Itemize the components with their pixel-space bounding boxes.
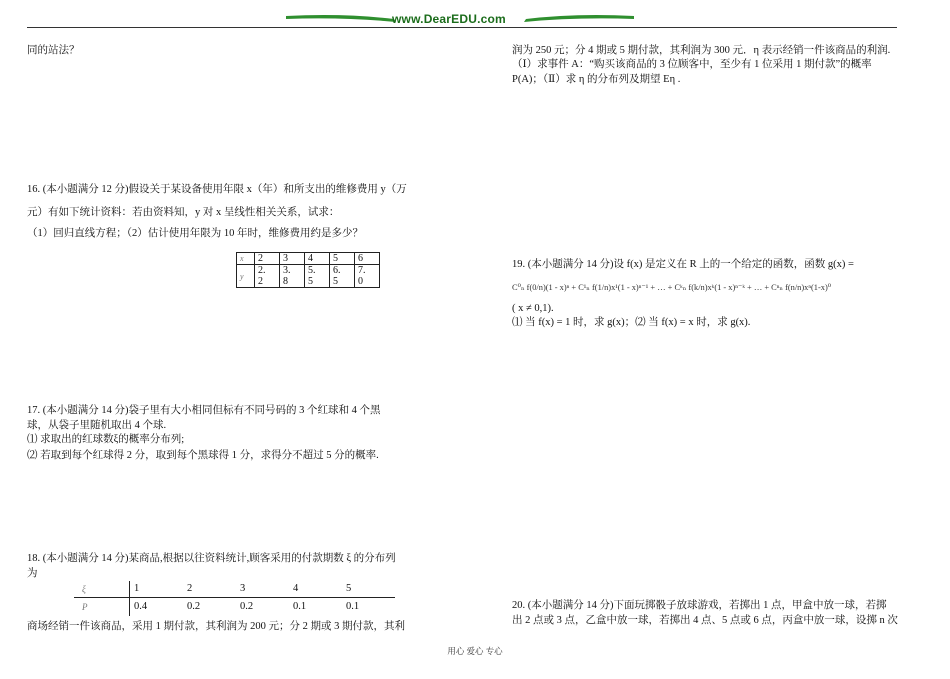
- table-cell: 5: [342, 581, 395, 598]
- table-cell: 2: [255, 253, 280, 265]
- table-cell: 1: [130, 581, 184, 598]
- table-cell: 0.2: [187, 601, 201, 612]
- q20-line-1: 20. (本小题满分 14 分)下面玩掷骰子放球游戏，若掷出 1 点，甲盒中放一球，若掷: [512, 600, 887, 611]
- row-label-x: x: [237, 253, 255, 265]
- q18-distribution-table: [74, 581, 395, 616]
- table-cell: 4: [305, 253, 330, 265]
- q18-cont-line-3: P(A)；（Ⅱ）求 η 的分布列及期望 Eη .: [512, 74, 681, 85]
- table-row: [237, 253, 380, 265]
- q18-line-1: 18. (本小题满分 14 分)某商品,根据以往资料统计,顾客采用的付款期数 ξ 的分布列: [27, 553, 396, 564]
- table-cell: 5. 5: [305, 265, 330, 288]
- table-cell: 2. 2: [255, 265, 280, 288]
- q18-cont-line-1: 润为 250 元；分 4 期或 5 期付款，其利润为 300 元．η 表示经销一件该商品的利润.: [512, 45, 891, 56]
- table-cell: 0.4: [134, 601, 148, 612]
- q16-line-3: （1）回归直线方程；（2）估计使用年限为 10 年时，维修费用约是多少？: [27, 228, 363, 239]
- q17-line-2: 球，从袋子里随机取出 4 个球.: [27, 420, 167, 431]
- table-cell: 0.1: [346, 601, 360, 612]
- row-label-y: y: [237, 265, 255, 288]
- q19-line-3: ( x ≠ 0,1).: [512, 303, 554, 314]
- q17-line-4: ⑵ 若取到每个红球得 2 分，取到每个黑球得 1 分，求得分不超过 5 分的概率.: [27, 450, 379, 461]
- table-row: [237, 265, 380, 288]
- header-site-name[interactable]: www.DearEDU.com: [392, 12, 506, 26]
- q18-cont-line-2: （Ⅰ）求事件 A：“购买该商品的 3 位顾客中，至少有 1 位采用 1 期付款”的概率: [512, 59, 872, 70]
- table-row: [74, 581, 395, 598]
- q18-line-3: 商场经销一件该商品，采用 1 期付款，其利润为 200 元；分 2 期或 3 期付款，其利: [27, 621, 405, 632]
- table-cell: 2: [183, 581, 236, 598]
- table-row: [74, 598, 395, 617]
- table-cell: 3: [236, 581, 289, 598]
- q17-line-3: ⑴ 求取出的红球数ξ的概率分布列;: [27, 434, 185, 445]
- intro-text: 同的站法？: [27, 45, 80, 56]
- q18-line-2: 为: [27, 568, 38, 579]
- row-label-xi: ξ: [74, 581, 130, 598]
- table-cell: 3: [280, 253, 305, 265]
- q20-line-2: 出 2 点或 3 点，乙盒中放一球，若掷出 4 点、5 点或 6 点，丙盒中放一球，设掷 n 次: [512, 615, 898, 626]
- table-cell: 4: [289, 581, 342, 598]
- q19-line-4: ⑴ 当 f(x) = 1 时，求 g(x)；⑵ 当 f(x) = x 时，求 g(x).: [512, 317, 751, 328]
- q16-line-2: 元）有如下统计资料：若由资料知，y 对 x 呈线性相关关系，试求：: [27, 207, 340, 218]
- header-rule: [27, 27, 897, 28]
- row-label-p: P: [74, 598, 130, 617]
- table-cell: 7. 0: [355, 265, 380, 288]
- q16-data-table: [236, 252, 380, 288]
- q17-line-1: 17. (本小题满分 14 分)袋子里有大小相同但标有不同号码的 3 个红球和 4 个黑: [27, 405, 381, 416]
- q16-line-1: 16. (本小题满分 12 分)假设关于某设备使用年限 x（年）和所支出的维修费用 y（万: [27, 184, 407, 195]
- table-cell: 6: [355, 253, 380, 265]
- table-cell: 3. 8: [280, 265, 305, 288]
- table-cell: 0.2: [240, 601, 254, 612]
- table-cell: 6. 5: [330, 265, 355, 288]
- q19-formula: C⁰ₙ f(0/n)(1 - x)ⁿ + C¹ₙ f(1/n)x¹(1 - x)ⁿ⁻¹ + … + Cᵏₙ f(k/n)xᵏ(1 - x)ⁿ⁻ᵏ + … + Cⁿₙ f(n/n)xⁿ(1-x)⁰: [512, 283, 832, 292]
- page-footer: 用心 爱心 专心: [447, 646, 503, 656]
- q19-line-1: 19. (本小题满分 14 分)设 f(x) 是定义在 R 上的一个给定的函数，函数 g(x) =: [512, 259, 854, 270]
- table-cell: 0.1: [293, 601, 307, 612]
- table-cell: 5: [330, 253, 355, 265]
